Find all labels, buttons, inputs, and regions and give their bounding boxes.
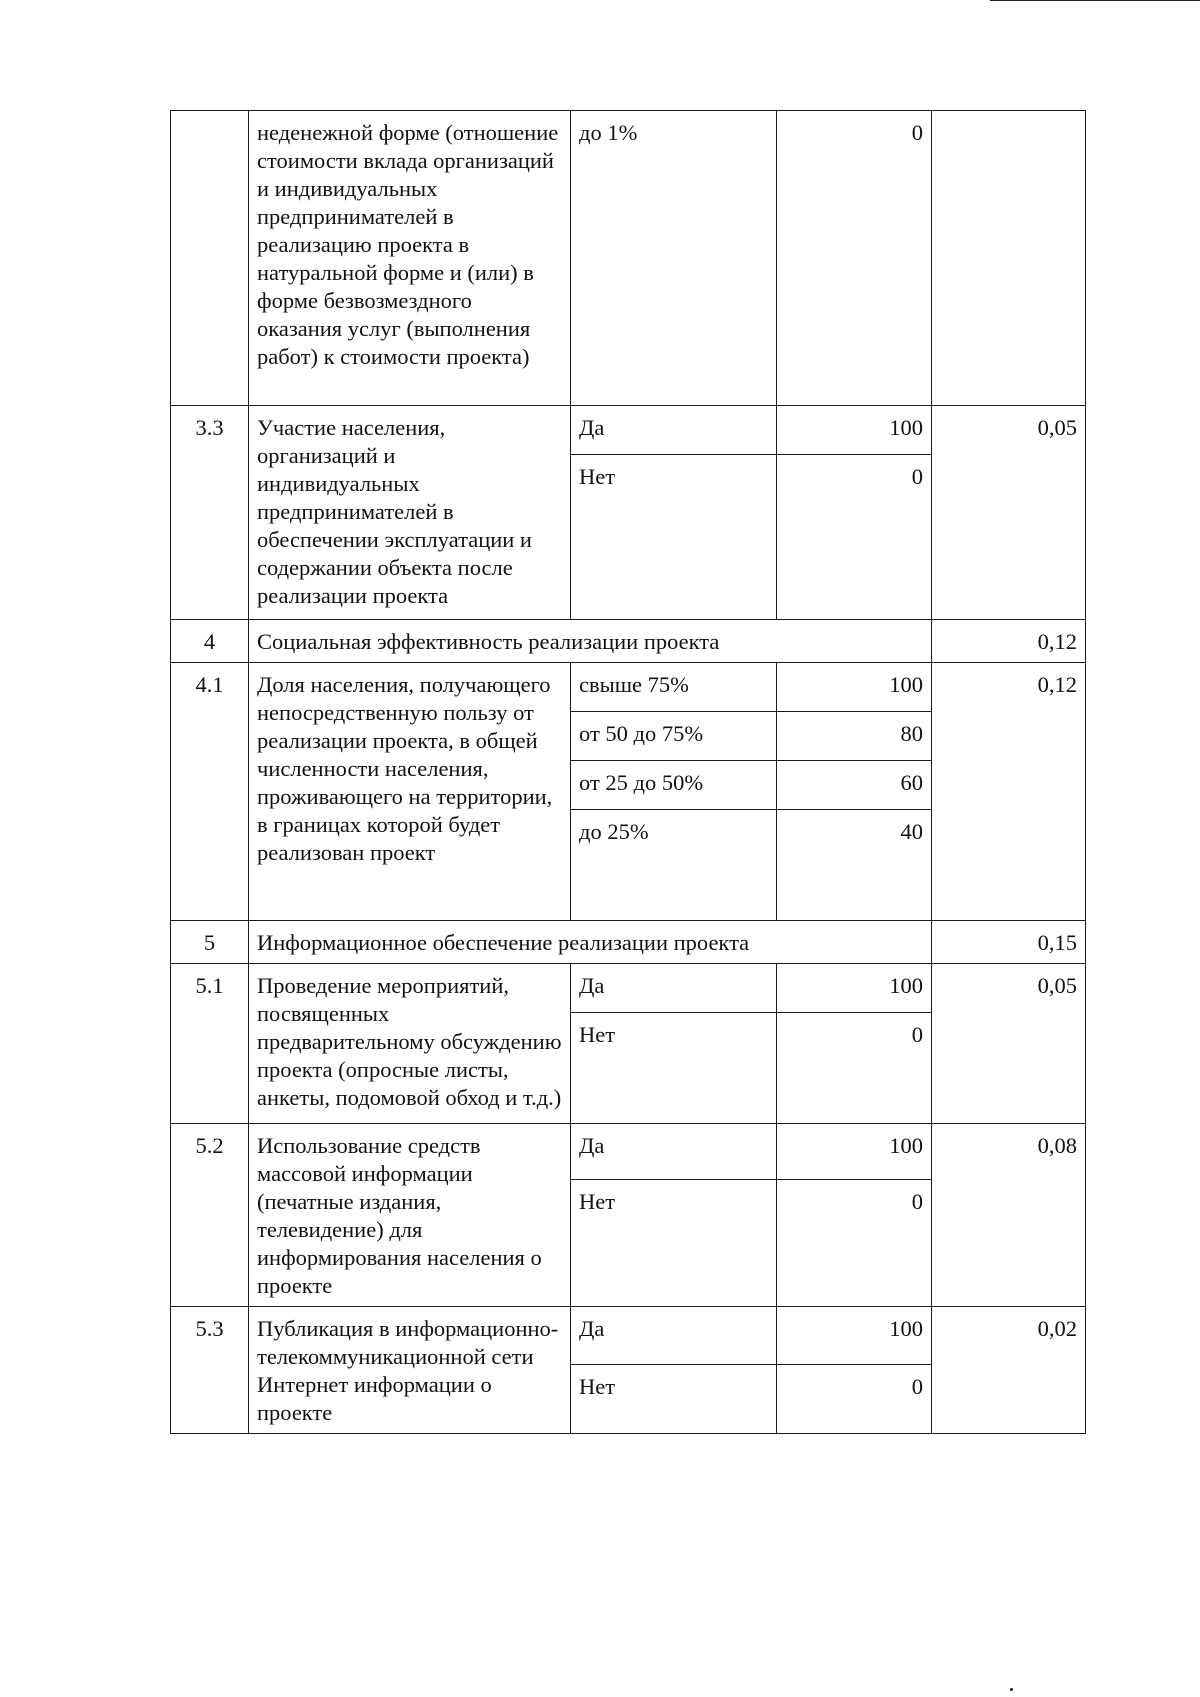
cell-option: до 25%: [571, 810, 777, 921]
cell-score: 80: [777, 712, 932, 761]
cell-weight: 0,02: [932, 1307, 1086, 1434]
table-row-4-1: [171, 663, 1086, 712]
cell-num: 5.1: [171, 964, 249, 1124]
cell-option: Да: [571, 964, 777, 1013]
criteria-table: [170, 110, 1086, 1434]
cell-score: 100: [777, 1124, 932, 1180]
cell-num: [171, 111, 249, 406]
cell-weight: 0,12: [932, 620, 1086, 663]
cell-score: 100: [777, 1307, 932, 1365]
cell-criterion: Публикация в информационно-телекоммуникационной сети Интернет информации о проекте: [249, 1307, 571, 1434]
cell-option: Нет: [571, 455, 777, 620]
cell-num: 5.2: [171, 1124, 249, 1307]
cell-option: Нет: [571, 1013, 777, 1124]
cell-score: 0: [777, 1364, 932, 1433]
cell-option: Да: [571, 406, 777, 455]
cell-option: до 1%: [571, 111, 777, 406]
cell-section-title: Информационное обеспечение реализации проекта: [249, 921, 932, 964]
cell-weight: 0,05: [932, 406, 1086, 620]
cell-score: 0: [777, 1180, 932, 1307]
cell-criterion: Участие населения, организаций и индивидуальных предпринимателей в обеспечении эксплуатации и содержании объекта после реализации проекта: [249, 406, 571, 620]
cell-option: Нет: [571, 1180, 777, 1307]
cell-score: 60: [777, 761, 932, 810]
table-row-continuation: [171, 111, 1086, 406]
cell-option: Да: [571, 1307, 777, 1365]
cell-score: 100: [777, 406, 932, 455]
cell-num: 5: [171, 921, 249, 964]
cell-num: 3.3: [171, 406, 249, 620]
cell-option: Да: [571, 1124, 777, 1180]
cell-criterion: Использование средств массовой информации (печатные издания, телевидение) для информирования населения о проекте: [249, 1124, 571, 1307]
cell-score: 0: [777, 111, 932, 406]
cell-option: Нет: [571, 1364, 777, 1433]
cell-option: от 25 до 50%: [571, 761, 777, 810]
cell-num: 4: [171, 620, 249, 663]
cell-weight: [932, 111, 1086, 406]
table-row-5-2: [171, 1124, 1086, 1180]
cell-score: 0: [777, 1013, 932, 1124]
table-row-5-3: [171, 1307, 1086, 1365]
table-row-3-3: [171, 406, 1086, 455]
cell-criterion: Проведение мероприятий, посвященных предварительному обсуждению проекта (опросные листы, анкеты, подомовой обход и т.д.): [249, 964, 571, 1124]
table-row-5-1: [171, 964, 1086, 1013]
cell-weight: 0,12: [932, 663, 1086, 921]
cell-score: 40: [777, 810, 932, 921]
scan-speck: [1010, 1688, 1013, 1691]
cell-num: 5.3: [171, 1307, 249, 1434]
table-row-section-5: [171, 921, 1086, 964]
cell-score: 100: [777, 663, 932, 712]
cell-score: 0: [777, 455, 932, 620]
cell-section-title: Социальная эффективность реализации проекта: [249, 620, 932, 663]
cell-weight: 0,05: [932, 964, 1086, 1124]
table-row-section-4: [171, 620, 1086, 663]
cell-weight: 0,15: [932, 921, 1086, 964]
cell-criterion: неденежной форме (отношение стоимости вклада организаций и индивидуальных предпринимателей в реализацию проекта в натуральной форме и (или) в форме безвозмездного оказания услуг (выполнения работ) к стоимости проекта): [249, 111, 571, 406]
cell-option: свыше 75%: [571, 663, 777, 712]
cell-option: от 50 до 75%: [571, 712, 777, 761]
scan-edge-line: [990, 0, 1200, 1]
cell-weight: 0,08: [932, 1124, 1086, 1307]
cell-criterion: Доля населения, получающего непосредственную пользу от реализации проекта, в общей численности населения, проживающего на территории, в границах которой будет реализован проект: [249, 663, 571, 921]
cell-num: 4.1: [171, 663, 249, 921]
cell-score: 100: [777, 964, 932, 1013]
